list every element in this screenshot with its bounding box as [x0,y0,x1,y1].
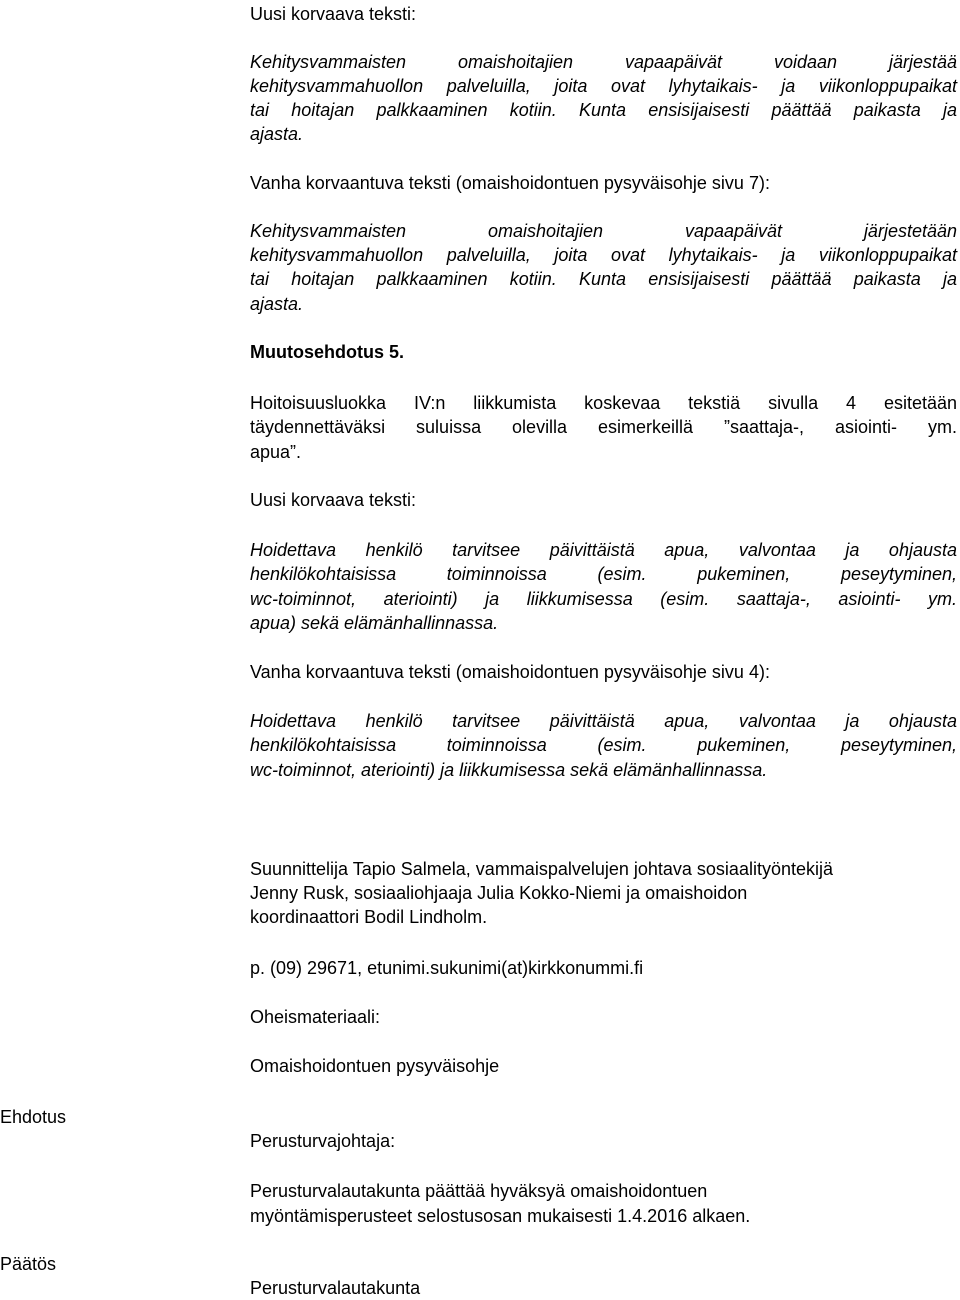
new-text-line: wc-toiminnot, ateriointi) ja liikkumisessa (esim. saattaja-, asiointi- ym. [250,589,957,609]
proposal-side-label: Ehdotus [0,1107,67,1127]
preparers-line: Suunnittelija Tapio Salmela, vammaispalvelujen johtava sosiaalityöntekijä [250,859,833,879]
new-text-line: apua) sekä elämänhallinnassa. [250,613,499,633]
new-text-line: Hoidettava henkilö tarvitsee päivittäistä apua, valvontaa ja ohjausta [250,540,957,560]
proposal-line: myöntämisperusteet selostusosan mukaisesti 1.4.2016 alkaen. [250,1206,751,1226]
new-text-line: henkilökohtaisissa toiminnoissa (esim. pukeminen, peseytyminen, [250,564,957,584]
proposer-label: Perusturvajohtaja: [250,1131,396,1151]
new-text-line: ajasta. [250,124,304,144]
old-text-label: Vanha korvaantuva teksti (omaishoidontuen pysyväisohje sivu 7): [250,173,770,193]
amendment-intro-line: apua”. [250,442,302,462]
decision-side-label: Päätös [0,1254,57,1274]
old-text-line: kehitysvammahuollon palveluilla, joita ovat lyhytaikais- ja viikonloppupaikat [250,245,957,265]
preparers-line: Jenny Rusk, sosiaaliohjaaja Julia Kokko-Niemi ja omaishoidon [250,883,748,903]
old-text-line: tai hoitajan palkkaaminen kotiin. Kunta ensisijaisesti päättää paikasta ja [250,269,957,289]
proposal-line: Perusturvalautakunta päättää hyväksyä omaishoidontuen [250,1181,708,1201]
decision-body: Perusturvalautakunta [250,1278,421,1298]
old-text-line: Hoidettava henkilö tarvitsee päivittäistä apua, valvontaa ja ohjausta [250,711,957,731]
old-text-line: ajasta. [250,294,304,314]
attachment-item: Omaishoidontuen pysyväisohje [250,1056,500,1076]
contact-info: p. (09) 29671, etunimi.sukunimi(at)kirkkonummi.fi [250,958,644,978]
old-text-line: Kehitysvammaisten omaishoitajien vapaapäivät järjestetään [250,221,957,241]
new-text-line: Kehitysvammaisten omaishoitajien vapaapäivät voidaan järjestää [250,52,957,72]
new-text-label: Uusi korvaava teksti: [250,4,417,24]
old-text-line: wc-toiminnot, ateriointi) ja liikkumisessa sekä elämänhallinnassa. [250,760,768,780]
amendment-intro-line: täydennettäväksi suluissa olevilla esimerkeillä ”saattaja-, asiointi- ym. [250,417,957,437]
preparers-line: koordinaattori Bodil Lindholm. [250,907,488,927]
new-text-label: Uusi korvaava teksti: [250,490,417,510]
new-text-line: kehitysvammahuollon palveluilla, joita ovat lyhytaikais- ja viikonloppupaikat [250,76,957,96]
amendment-intro-line: Hoitoisuusluokka IV:n liikkumista koskevaa tekstiä sivulla 4 esitetään [250,393,957,413]
amendment-heading: Muutosehdotus 5. [250,342,404,362]
attachments-label: Oheismateriaali: [250,1007,381,1027]
new-text-line: tai hoitajan palkkaaminen kotiin. Kunta ensisijaisesti päättää paikasta ja [250,100,957,120]
old-text-label: Vanha korvaantuva teksti (omaishoidontuen pysyväisohje sivu 4): [250,662,770,682]
old-text-line: henkilökohtaisissa toiminnoissa (esim. pukeminen, peseytyminen, [250,735,957,755]
